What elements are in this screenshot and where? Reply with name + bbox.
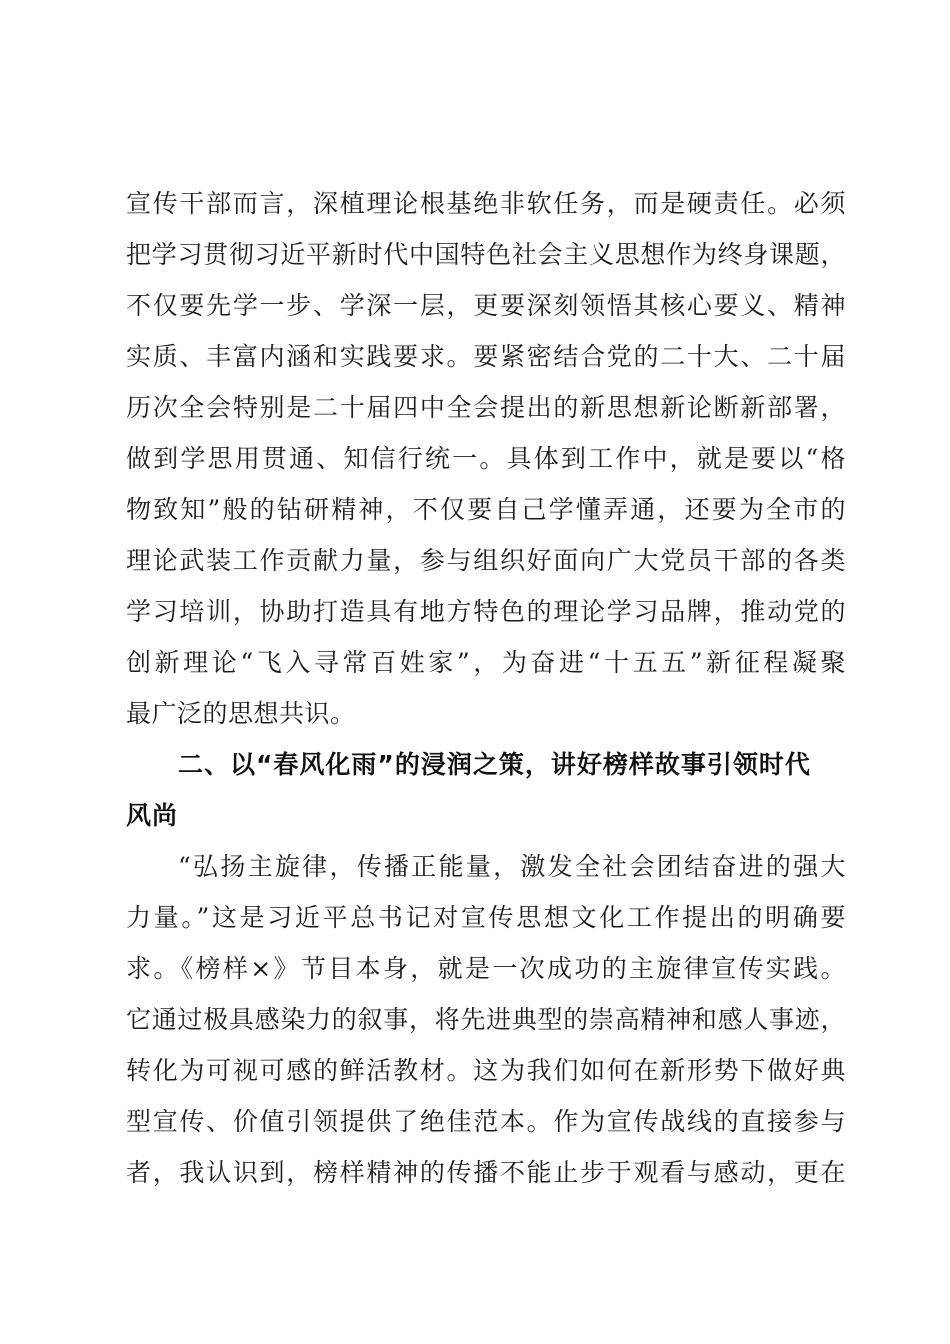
body-text-line: 转化为可视可感的鲜活教材。这为我们如何在新形势下做好典 [126, 1056, 846, 1085]
section-heading: 二、以“春风化雨”的浸润之策，讲好榜样故事引领时代 [178, 750, 811, 779]
body-text-line: “弘扬主旋律，传播正能量，激发全社会团结奋进的强大 [178, 852, 846, 881]
body-text-line: 创新理论“飞入寻常百姓家”，为奋进“十五五”新征程凝聚 [126, 648, 846, 677]
body-text-line: 不仅要先学一步、学深一层，更要深刻领悟其核心要义、精神 [126, 291, 846, 320]
body-text-line: 最广泛的思想共识。 [126, 699, 356, 728]
body-text-line: 实质、丰富内涵和实践要求。要紧密结合党的二十大、二十届 [126, 342, 846, 371]
body-text-line: 做到学思用贯通、知信行统一。具体到工作中，就是要以“格 [126, 444, 846, 473]
body-text-line: 者，我认识到，榜样精神的传播不能止步于观看与感动，更在 [126, 1158, 846, 1187]
body-text-line: 力量。”这是习近平总书记对宣传思想文化工作提出的明确要 [126, 903, 846, 932]
body-text-line: 宣传干部而言，深植理论根基绝非软任务，而是硬责任。必须 [126, 189, 846, 218]
body-text-line: 把学习贯彻习近平新时代中国特色社会主义思想作为终身课题， [126, 240, 846, 269]
body-text-line: 物致知”般的钻研精神，不仅要自己学懂弄通，还要为全市的 [126, 495, 846, 524]
body-text-line: 它通过极具感染力的叙事，将先进典型的崇高精神和感人事迹， [126, 1005, 846, 1034]
body-text-line: 型宣传、价值引领提供了绝佳范本。作为宣传战线的直接参与 [126, 1107, 846, 1136]
section-heading-continuation: 风尚 [126, 801, 179, 830]
body-text-line: 学习培训，协助打造具有地方特色的理论学习品牌，推动党的 [126, 597, 846, 626]
body-text-line: 历次全会特别是二十届四中全会提出的新思想新论断新部署， [126, 393, 846, 422]
body-text-line: 求。《榜样×》节目本身，就是一次成功的主旋律宣传实践。 [126, 954, 846, 983]
body-text-line: 理论武装工作贡献力量，参与组织好面向广大党员干部的各类 [126, 546, 846, 575]
